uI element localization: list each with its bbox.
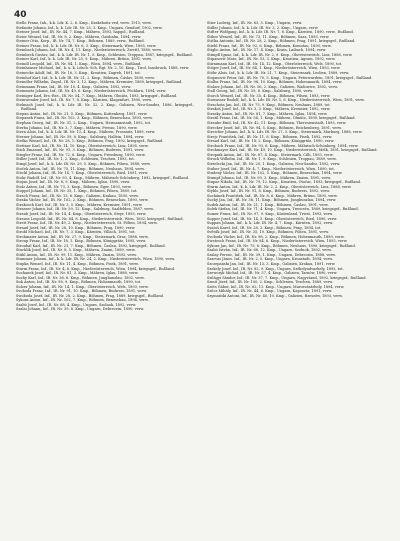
- list-entry: Strouhal Karl, Inf., IR. Nr. 21, 7. Kmp., Böhmen, Časlau, 1892, kriegsgef., Rußland.: [16, 243, 166, 248]
- list-entry: Stiehl Franz, Inf., IR. Nr. 92, 6. Kmp., Böhmen, Komotau, 1890, verw.: [207, 43, 332, 48]
- list-entry: Strecker Josef, Inf., IR. Nr. 94, 5. Kmp., Böhmen, Reichenberg, 1891, verw.: [207, 125, 342, 130]
- list-entry: Strobl Michael, Inf., IR. Nr. 7, 3. Kmp., Kärnten, Villach, 1891, tot.: [16, 230, 136, 235]
- list-entry: Szymański Antoni, Inf., IR. Nr. 40, 10. Kmp., Galizien, Rzeszów, 1893, verw.: [207, 293, 343, 298]
- list-entry: Stingl Josef, Inf., k. k. Ldr. IR. Nr. 29, 5. Kmp., Böhmen, Pilsen, 1888, verw.: [16, 161, 151, 166]
- list-entry: Steiner Karl, Inf., k. k. Ldr. IR. Nr. 25, 9. Kmp., Mähren, Brünn, 1891, verw.: [16, 57, 152, 62]
- list-entry: Stifter Wolfgang, Inf., k. k. Ldr. IR. Nr. 7, 8. Kmp., Kärnten, 1890, verw., Rußland.: [207, 30, 354, 35]
- list-entry: Steinhof Karl, Inf., k. k. Ldr. IR. Nr. 21, 2. Kmp., Böhmen, Čáslav, 1890, verw.: [16, 75, 155, 80]
- list-entry: Steiner Franz, Inf., k. k. Ldr. IR. Nr. 6, 3. Kmp., Steiermark, Wien, 1895, verw.: [16, 43, 157, 48]
- list-entry: Steinecke Adolf, Inf., IR. Nr. 16, 3. Kmp., Kroatien, Zagreb, 1891, tot.: [16, 71, 141, 76]
- list-entry: Stowasser Rudolf, Inf., k. k. Ldr. IR. Nr. 1, 6. Kmp., Niederösterreich, Wien, 1891, verw.: [207, 98, 365, 103]
- list-entry: Steindler Wilhelm, Zugsf., IR. Nr. 3, 12. Kmp., Mähren, Kremsier, 1889, kriegsgef., Rußland.: [16, 80, 183, 85]
- list-entry: Szalay Ferenc, Inf., IR. Nr. 39, 1. Kmp., Ungarn, Debreczin, 1888, verw.: [207, 252, 336, 257]
- list-entry: Stýblo Josef, Inf., IR. Nr. 91, 8. Kmp., Böhmen, Budweis, 1892, verw.: [207, 189, 330, 194]
- list-entry: Stern Alois, Inf., k. k. Ldr. IR. Nr. 13, 4. Kmp., Mähren, Prossnitz, 1889, verw.: [16, 130, 156, 135]
- list-entry: Strnad Karl, Inf., IR. Nr. 18, 2. Kmp., Böhmen, Königgrätz, 1890, verw.: [207, 139, 335, 144]
- list-entry: Stöhr Alois, Inf., k. k. Ldr. IR. Nr. 21, 7. Kmp., Steiermark, Leoben, 1889, verw.: [207, 71, 350, 76]
- list-entry: Szabó István, Inf., IR. Nr. 68, 12. Kmp., Ungarn, Szolnok, 1892, verw.: [207, 248, 332, 253]
- list-entry: Stoček Anton, Inf., IR. Nr. 75, 11. Kmp., Böhmen, Neuhaus, 1894, verw.: [16, 166, 145, 171]
- list-entry: Svoboda Franz, Inf., IR. Nr. 91, 10. Kmp., Böhmen, Budweis, 1891, verw.: [16, 289, 147, 294]
- list-entry: Suchanek Josef, Inf., IR. Nr. 81, 3. Kmp., Mähren, Iglau, 1888, verw.: [16, 271, 139, 276]
- list-entry: Stetner Josef, Inf., IR. Nr. 44, 7. Kmp., Mähren, 1893, hapgol., Rußland.: [16, 30, 146, 35]
- list-entry: Szewczyk Michał, Inf., IR. Nr. 57, 4. Kmp., Galizien, Tarnów, 1890, verw.: [207, 271, 338, 276]
- list-entry: Stojan Josef, Inf., IR. Nr. 8, 9. Kmp., Mähren, Iglau, 1890, verw.: [16, 180, 131, 185]
- list-entry: Szűcs Mihály, Inf., IR. Nr. 44, 6. Kmp., Ungarn, Kaposvár, 1891, verw.: [207, 289, 333, 294]
- list-entry: Steinbeck Gustav, Inf., k. k. Ldr. IR. Nr. 1, 5. Kmp., Schlesien, Troppau, 1887, kriegsgef., Rußland.: [16, 52, 193, 57]
- list-entry: Steiner Otto, Korp., IR. Nr. 74, 7. Kmp., Böhmen, 1889, verw., Rußland.: [16, 39, 145, 44]
- list-entry: Sykora Anton, Inf., IR. Nr. 102, 7. Kmp., Böhmen, Beneschau, 1894, verw.: [16, 298, 149, 303]
- list-entry: Stöger Josef, Inf., IR. Nr. 84, 1. Kmp., Niederösterreich, Wien, 1893, verw.: [207, 66, 341, 71]
- list-entry: Stipanović Mato, Inf., IR. Nr. 53, 3. Kmp., Kroatien, Agram, 1892, verw.: [207, 57, 336, 62]
- list-entry: Stello Franz, Inh., k.k. Ldr. K. 2, 6. Kmp., Krakehoitz ved, verw. 1915, verw.: [16, 21, 152, 25]
- list-entry: Stummer Johann, Inf., k. k. Ldr. IR. Nr. 24, 2. Kmp., Niederösterreich, Wien, 1890, verw.: [16, 257, 175, 262]
- list-entry: Strejc František, Inf., IR. Nr. 11, 8. Kmp., Böhmen, Pisek, 1892, verw.: [207, 134, 333, 139]
- list-entry: Steinbach Johann, Inf., IR. Nr. 4, 11. Kmp., Niederösterreich, Zwettl, 1880, verw.: [16, 48, 162, 53]
- list-entry: Straube Emil, Inf., IR. Nr. 42, 11. Kmp., Böhmen, Theresienstadt, 1893, verw.: [207, 121, 347, 126]
- list-entry: Steinmetz Johann, Inf., IR. Nr. 49, 6. Kmp., Niederösterreich, Pöchlarn, 1894, verw.: [16, 89, 167, 94]
- list-entry: Szalai Johann, Inf., IR. Nr. 39, 8. Kmp., Ungarn, Debreczin, 1890, verw.: [16, 307, 145, 312]
- list-entry: Szöts Gábor, Inf., IR. Nr. 62, 11. Kmp., Ungarn, Marosvásárhely, 1894, verw.: [207, 284, 345, 289]
- list-entry: Strauss Leopold, Inf., IR. Nr. 84, 8. Kmp., Niederösterreich, Wien, 1892, kriegsgef., Rußland.: [16, 216, 184, 221]
- list-entry: Steindl Leopold, Inf., IR. Nr. 84, 1. Kmp., Wien, 1894, verw., Rußland.: [16, 61, 142, 66]
- list-entry: Stuchlik Josef, Inf., IR. Nr. 8, 5. Kmp., Mähren, Znaim, 1889, verw.: [16, 248, 136, 253]
- list-entry: Stupar Nikola, Inf., IR. Nr. 79, 12. Kmp., Kroatien, Otočac, 1893, kriegsgef., Rußland.: [207, 180, 362, 185]
- list-entry: Szmit Józef, Inf., IR. Nr. 100, 2. Kmp., Schlesien, Teschen, 1889, verw.: [207, 280, 334, 285]
- list-entry: Strasky Anton, Inf., IR. Nr. 81, 7. Kmp., Mähren, Iglau, 1894, verw.: [207, 111, 328, 116]
- column-right: [207, 21, 385, 298]
- list-entry: Stiller Josef, Inf., IR. Nr. 1, 2. Kmp., Schlesien, Teschen, 1893, tot.: [16, 157, 135, 162]
- list-entry: Strachota Jan, Inf., IR. Nr. 75, 9. Kmp., Böhmen, Neuhaus, 1889, tot.: [207, 102, 331, 107]
- list-entry: Stelmach Josef, Inf., k. k. Ldr. IR. Nr. 32, 2. Kmp., Galizien, Neu-Sandez, 1896, kriegsgef., Rußland.: [16, 102, 194, 112]
- list-entry: Stöckl Johann, Inf., IR. Nr. 14, 7. Kmp., Oberösterreich, Ried, 1891, verw.: [16, 171, 149, 176]
- list-entry: Svoboda Václav, Inf., IR. Nr. 98, 2. Kmp., Böhmen, Hohenmauth, 1889, verw.: [207, 234, 345, 239]
- list-entry: Strobach Franz, Inf., IR. Nr. 93, 6. Kmp., Mähren, Mährisch-Schönberg, 1894, verw.: [207, 143, 359, 148]
- list-entry: Supper Josef, Inf., IR. Nr. 14, 5. Kmp., Oberösterreich, Ried, 1890, verw.: [207, 216, 338, 221]
- list-entry: Streit Franz, Inf., IR. Nr. 49, 2. Kmp., Niederösterreich, St. Pölten, 1894, verw.: [16, 221, 158, 226]
- list-entry: Szczepański Jan, Inf., IR. Nr. 13, 3. Kmp., Galizien, Krakau, 1891, verw.: [207, 261, 336, 266]
- list-entry: Stoppel Johann, Inf., IR. Nr. 35, 1. Kmp., Böhmen, Pilsen, 1889, tot.: [16, 189, 138, 194]
- list-entry: Stupka Wenzel, Inf., IR. Nr. 11, 4. Kmp., Böhmen, Pisek, 1891, verw.: [16, 261, 139, 266]
- list-entry: Suchý Jan, Inf., IR. Nr. 36, 11. Kmp., Böhmen, Jungbunzlau, 1894, verw.: [207, 198, 337, 203]
- list-entry: Suk Anton, Inf., IR. Nr. 98, 9. Kmp., Böhmen, Hohenmauth, 1890, tot.: [16, 280, 142, 285]
- list-entry: Stolarz Johann, Inf., IR. Nr. 56, 2. Kmp., Galizien, Wadowice, 1892, verw.: [207, 84, 338, 89]
- list-entry: Streicher Johann, Inf., k. k. Ldr. IR. Nr. 27, 3. Kmp., Steiermark, Marburg, 1888, verw.: [207, 130, 363, 135]
- list-entry: Stojanović Petar, Inf., IR. Nr. 70, 5. Kmp., Ungarn, Peterwardein, 1891, kriegsgef., Rußland.: [207, 75, 373, 80]
- list-entry: Stier Ludwig, Inf., IR. Nr. 83, 5. Kmp., Ungarn, verw.: [207, 21, 303, 25]
- list-entry: Stumpf Johann, Inf., IR. Nr. 99, 3. Kmp., Mähren, Znaim, 1891, verw.: [207, 175, 331, 180]
- list-entry: Steier Wenzel, Inf., IR. Nr. 8, 2. Kmp., Mähren, Gaisbalm, 1894, verw.: [16, 34, 142, 39]
- list-entry: Swatosch Franz, Inf., IR. Nr. 84, 6. Kmp., Niederösterreich, Wien, 1893, verw.: [207, 239, 348, 244]
- list-entry: Stiegler Franz, Inf., IR. Nr. 72, 6. Kmp., Ungarn, Pressburg, 1890, verw.: [16, 152, 146, 157]
- list-entry: Stefanitz Johann, Inf., k. k. Ldr. IR. Nr. 25, 3. Kmp., Ungarn, Gendorf, 1902, verw.: [16, 25, 163, 30]
- list-entry: Stolz Anton, Inf., IR. Nr. 73, 3. Kmp., Böhmen, Eger, 1893, verw.: [16, 184, 132, 189]
- list-entry: Suppan Johann, Inf., k. k. Ldr. IR. Nr. 4, 7. Kmp., Kärnten, 1892, verw.: [207, 221, 334, 226]
- list-entry: Stohr Rudolf, Inf., IR. Nr. 93, 4. Kmp., Mähren, Mährisch-Schönberg, 1892, kriegsgef., Rußland.: [16, 175, 190, 180]
- list-entry: Strakosch Karl, Inf., IR. Nr. 3, 5. Kmp., Mähren, Kremsier, 1891, verw.: [16, 202, 143, 207]
- list-entry: Sterner Johann, Inf., IR. Nr. 59, 8. Kmp., Salzburg, Hallein, 1894, verw.: [16, 134, 145, 139]
- list-entry: Studený Václav, Inf., IR. Nr. 102, 5. Kmp., Böhmen, Beneschau, 1894, verw.: [207, 171, 343, 176]
- list-entry: Stepan Anton, Inf., IR. Nr. 21, 5. Kmp., Böhmen, Kuttenberg, 1891, verw.: [16, 111, 148, 116]
- list-entry: Steinmann Franz, Inf., IR. Nr. 10, 4. Kmp., Galizien, 1892, verw.: [16, 84, 132, 89]
- list-entry: Stetka Wenzel, Inf., IR. Nr. 28, 1. Kmp., Böhmen, Prag, 1892, kriegsgef., Rußland.: [16, 139, 164, 144]
- list-entry: Straub Josef, Inf., IR. Nr. 14, 4. Kmp., Oberösterreich, Steyr, 1893, verw.: [16, 211, 147, 216]
- list-entry: Sudek Anton, Inf., IR. Nr. 21, 1. Kmp., Böhmen, Časlau, 1891, verw.: [207, 202, 329, 207]
- list-entry: Stolba Franz, Inf., IR. Nr. 98, 10. Kmp., Böhmen, Hohenmauth, 1894, verw.: [207, 80, 343, 85]
- list-entry: Strach Franz, Inf., IR. Nr. 13, 6. Kmp., Galizien, Krakau, 1895, verw.: [16, 193, 139, 198]
- list-entry: Svěrák Josef, Inf., IR. Nr. 35, 10. Kmp., Böhmen, Pilsen, 1891, verw.: [207, 230, 329, 235]
- list-entry: Sturm Franz, Inf., IR. Nr. 4, 8. Kmp., Niederösterreich, Wien, 1894, kriegsgef., Rußland.: [16, 266, 175, 271]
- column-left: [16, 21, 194, 312]
- list-entry: Sturm Anton, Inf., k. k. Ldr. IR. Nr. 2, 2. Kmp., Oberösterreich, Linz, 1888, verw.: [207, 184, 352, 189]
- list-entry: Szekely Josef, Inf., IR. Nr. 82, 9. Kmp., Ungarn, Székelyudvarhely, 1893, tot.: [207, 266, 344, 271]
- list-entry: Suchánek František, Inf., IR. Nr. 8, 6. Kmp., Mähren, Brünn, 1890, verw.: [207, 193, 338, 198]
- list-entry: Sulek Stefan, Inf., IR. Nr. 71, 4. Kmp., Ungarn, Trencsén, 1889, kriegsgef., Rußland.: [207, 207, 359, 212]
- list-entry: Stiller Johann, Inf., k. k. Ldr. IR. Nr. 3, 2. Kmp., Ungarn, verw.: [207, 25, 319, 30]
- list-entry: Sterba Johann, Inf., IR. Nr. 3, 7. Kmp., Mähren, Prerau, 1890, verw.: [16, 125, 138, 130]
- page-number: 40: [14, 10, 27, 20]
- list-entry: Stuber Josef, Inf., IR. Nr. 4, 7. Kmp., Niederösterreich, Wien, 1890, tot.: [207, 166, 335, 171]
- list-entry: Steinwender Josef, Inf., IR. Nr. 7, 8. Kmp., Kärnten, Klagenfurt, 1890, verw.: [16, 98, 152, 103]
- list-entry: Szarvas János, Inf., IR. Nr. 2, 5. Kmp., Ungarn, Kronstadt, 1894, verw.: [207, 257, 333, 262]
- list-entry: Szilágyi Sándor, Inf., IR. Nr. 37, 7. Kmp., Ungarn, Nagyvárad, 1892, kriegsgef., Rußland.: [207, 275, 367, 280]
- list-entry: Sulzer Johann, Inf., IR. Nr. 14, 1. Kmp., Oberösterreich, Wels, 1893, verw.: [16, 284, 149, 289]
- list-entry: Strohmaier Anton, Inf., IR. Nr. 27, 9. Kmp., Steiermark, Graz, 1888, verw.: [16, 234, 149, 239]
- list-entry: Stoll Georg, Inf., IR. Nr. 59, 8. Kmp., Salzburg, 1890, verw.: [207, 89, 314, 94]
- list-entry: Stettner Karl, Inf., IR. Nr. 14, 10. Kmp., Oberösterreich, Linz, 1895, verw.: [16, 143, 149, 148]
- list-entry: Struck Wilhelm, Inf., IR. Nr. 1, 9. Kmp., Schlesien, Troppau, 1889, verw.: [207, 157, 337, 162]
- list-entry: Stich Emanuel, Inf., IR. Nr. 91, 3. Kmp., Böhmen, Budweis, 1891, verw.: [16, 148, 145, 153]
- list-entry: Storch Wenzel, Inf., IR. Nr. 35, 4. Kmp., Böhmen, Pilsen, 1893, verw.: [207, 93, 331, 98]
- list-entry: Sýkora Jan, Inf., IR. Nr. 75, 8. Kmp., Böhmen, Neuhaus, 1890, kriegsgef., Rußland.: [207, 243, 356, 248]
- list-entry: Straka Václav, Inf., IR. Nr. 102, 2. Kmp., Böhmen, Beneschau, 1890, verw.: [16, 198, 149, 203]
- list-entry: Steiniger Karl, Ers.-Res., IR. Nr. 54, 7. Kmp., Mähren, Olmütz, 1893, kriegsgef., Rußland.: [16, 93, 178, 98]
- list-entry: Svatoš Karel, Inf., IR. Nr. 28, 3. Kmp., Böhmen, Prag, 1894, tot.: [207, 225, 322, 230]
- list-entry: Strasser Johann, Inf., IR. Nr. 59, 12. Kmp., Salzburg, Saalfelden, 1887, verw.: [16, 207, 154, 212]
- list-entry: Stepanek Franz, Inf., IR. Nr. 102, 3. Kmp., Böhmen, Beneschau, 1893, verw.: [16, 116, 153, 121]
- list-entry: Sumer Franz, Inf., IR. Nr. 97, 9. Kmp., Küstenland, Triest, 1893, verw.: [207, 211, 334, 216]
- list-entry: Stratil Franz, Inf., IR. Nr. 54, 1. Kmp., Mähren, Olmütz, 1890, kriegsgef., Rußland.: [207, 116, 356, 121]
- list-entry: Suchy Karl, Inf., IR. Nr. 36, 6. Kmp., Böhmen, Jungbunzlau, 1892, verw.: [16, 275, 145, 280]
- list-entry: Strohmayer Karl, Inf., IR. Nr. 49, 10. Kmp., Niederösterreich, Melk, 1891, kriegsgef., Rußland.: [207, 148, 378, 153]
- list-entry: Strnad Josef, Inf., IR. Nr. 28, 10. Kmp., Böhmen, Prag, 1890, verw.: [16, 225, 136, 230]
- list-entry: Strakoš Josef, Inf., IR. Nr. 3, 3. Kmp., Mähren, Kremsier, 1892, verw.: [207, 107, 331, 112]
- list-entry: Stiglic Anton, Inf., IR. Nr. 17, 4. Kmp., Krain, Laibach, 1894, verw.: [207, 48, 327, 53]
- list-entry: Steinhauser Michael, Inf., k. u. k. Ldsch.-Sch. Rgt. Nr. 2, 10. Kmp., Tirol, Innsbruck, 1888, verw.: [16, 66, 190, 71]
- list-entry: Stroup Franz, Inf., IR. Nr. 18, 1. Kmp., Böhmen, Königgrätz, 1895, verw.: [16, 239, 147, 244]
- list-entry: Strzelecki Jan, Inf., IR. Nr. 20, 1. Kmp., Galizien, Neu-Sandez, 1892, verw.: [207, 161, 341, 166]
- list-entry: Stühl Anton, Inf., IR. Nr. 99, 11. Kmp., Mähren, Znaim, 1893, verw.: [16, 252, 137, 257]
- list-entry: Stibor Wenzel, Inf., IR. Nr. 73, 11. Kmp., Böhmen, Saaz, 1893, verw.: [207, 34, 330, 39]
- list-entry: Szabó Josef, Inf., IR. Nr. 68, 4. Kmp., Ungarn, Szolnok, 1892, verw.: [16, 302, 137, 307]
- list-entry: Stropnik Anton, Inf., IR. Nr. 87, 4. Kmp., Steiermark, Cilli, 1893, verw.: [207, 152, 334, 157]
- list-entry: Stephan Georg, Inf., IR. Nr. 31, 2. Kmp., Ungarn, Hermannstadt, 1892, tot.: [16, 121, 152, 126]
- list-entry: Stička Antonín, Inf., IR. Nr. 28, 2. Kmp., Böhmen, Prag, 1891, kriegsgef., Rußland.: [207, 39, 356, 44]
- list-entry: Swoboda Josef, Inf., IR. Nr. 28, 2. Kmp., Böhmen, Prag, 1889, kriegsgef., Rußland.: [16, 293, 165, 298]
- list-entry: Stirnimann Karl, Inf., IR. Nr. 14, 12. Kmp., Oberösterreich, Wels, 1890, tot.: [207, 61, 343, 66]
- list-entry: Stimpfl Ignaz, Inf., k. k. Ldr. IR. Nr. 2, 9. Kmp., Oberösterreich, Linz, 1888, verw.: [207, 52, 353, 57]
